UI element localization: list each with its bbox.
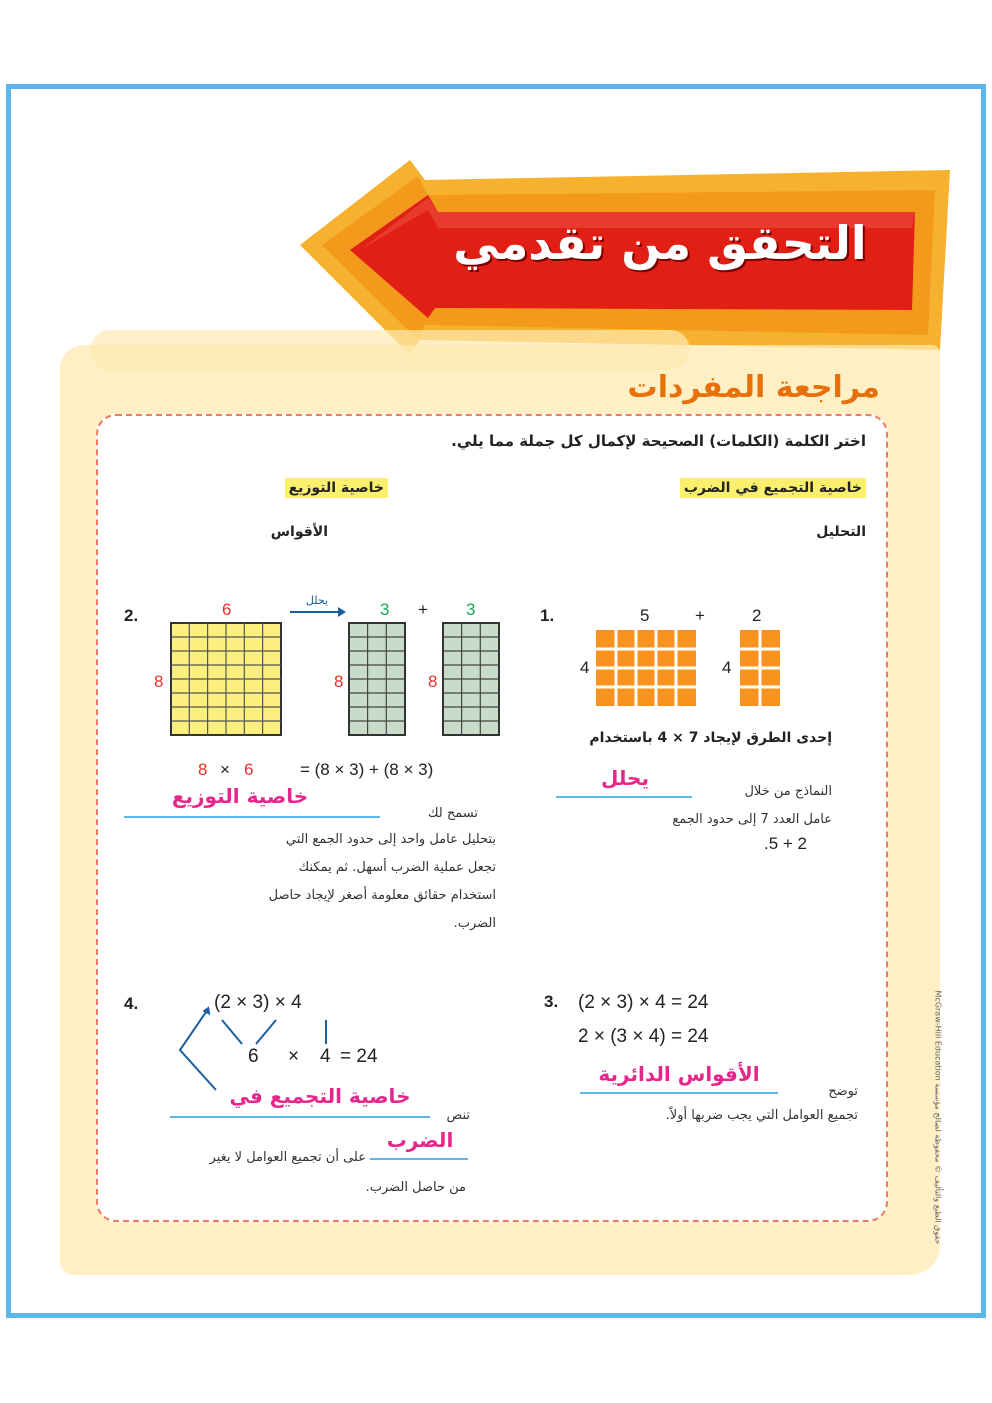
copyright-note [928,970,942,1270]
q2-arrow-label: يحلل [305,594,329,607]
q1-top-left: 5 [640,606,650,625]
q1-grid-5x4 [596,630,696,706]
vocab-parentheses: الأقواس [270,524,328,540]
q4-answer2: الضرب [386,1128,454,1152]
q2-line3: تجعل عملية الضرب أسهل. ثم يمكنك [298,860,496,875]
q4-eq-bottom-res: = 24 [340,1046,378,1067]
q3-line1: توضح [828,1084,858,1099]
q2-eq-right: = (8 × 3) + (8 × 3) [300,760,434,779]
copyright-text: حقوق الطبع والتأليف © محفوظة لصالح مؤسسة McGraw-Hill Education [933,990,943,1245]
q2-eq-left-a: 8 [198,760,208,779]
q1-number: 1. [540,606,555,625]
q4-eq-bottom-b: 4 [320,1046,331,1067]
q4-answer2-line [370,1158,468,1160]
q2-line5: الضرب. [453,916,496,931]
q3-eq2: 2 × (3 × 4) = 24 [578,1026,709,1047]
q2-g2-top: 3 [380,600,390,619]
q2-line2: بتحليل عامل واحد إلى حدود الجمع التي [285,832,496,847]
q4-answer1-line [170,1116,430,1118]
q2-grid-3x8-b [442,622,500,736]
q4-line1: تنص [446,1108,470,1123]
vocab-associative-property: خاصية التجميع في الضرب [680,478,866,498]
vocab-distributive-property: خاصية التوزيع [285,478,388,498]
q4-line3: من حاصل الضرب. [365,1180,466,1195]
q4-eq-bottom-a: 6 [248,1046,259,1067]
q1-plus: + [695,606,705,625]
q2-arrow-icon [288,606,348,618]
q3-answer-line [580,1092,778,1094]
q2-plus: + [418,600,428,619]
q4-answer1: خاصية التجميع في [229,1084,411,1108]
paint-wash-top [90,330,690,370]
q4-arrows-icon [176,1000,336,1096]
q4-line2: على أن تجميع العوامل لا يغير [209,1150,366,1165]
q4-eq-top: (2 × 3) × 4 [214,992,302,1013]
section-title: مراجعة المفردات [627,370,880,405]
q2-side1: 8 [154,672,164,691]
q1-grid-2x4 [740,630,780,706]
q2-grid-3x8-a [348,622,406,736]
q2-side2: 8 [334,672,344,691]
q2-answer-line [124,816,380,818]
q1-answer-line [556,796,692,798]
q1-answer: يحلل [601,766,649,790]
q4-eq-bottom-x: × [288,1046,300,1067]
q2-eq-left-x: × [220,760,230,779]
q2-line1: تسمح لك [427,806,478,821]
q1-prompt: إحدى الطرق لإيجاد 7 × 4 باستخدام [589,730,832,746]
q2-side3: 8 [428,672,438,691]
q2-grid-6x8 [170,622,282,736]
q2-number: 2. [124,606,139,625]
q1-line1: النماذج من خلال [744,784,832,799]
q3-answer: الأقواس الدائرية [598,1062,760,1086]
instruction-text: اختر الكلمة (الكلمات) الصحيحة لإكمال كل جملة مما يلي. [451,432,866,450]
q2-answer: خاصية التوزيع [171,784,309,808]
q2-g3-top: 3 [466,600,476,619]
q1-side-right: 4 [722,658,732,677]
q2-line4: استخدام حقائق معلومة أصغر لإيجاد حاصل [268,888,496,903]
q2-eq-left-b: 6 [244,760,254,779]
q3-line2: تجميع العوامل التي يجب ضربها أولاً. [665,1108,858,1123]
q4-number: 4. [124,994,139,1013]
q2-big-top: 6 [222,600,232,619]
vocab-decompose: التحليل [816,524,866,540]
banner-title: التحقق من تقدمي [453,216,867,270]
q1-line3: .5 + 2 [764,834,808,853]
q1-side-left: 4 [580,658,590,677]
q3-eq1: (2 × 3) × 4 = 24 [578,992,709,1013]
q1-top-right: 2 [752,606,762,625]
q3-number: 3. [544,992,559,1011]
q1-line2: عامل العدد 7 إلى حدود الجمع [672,812,832,827]
